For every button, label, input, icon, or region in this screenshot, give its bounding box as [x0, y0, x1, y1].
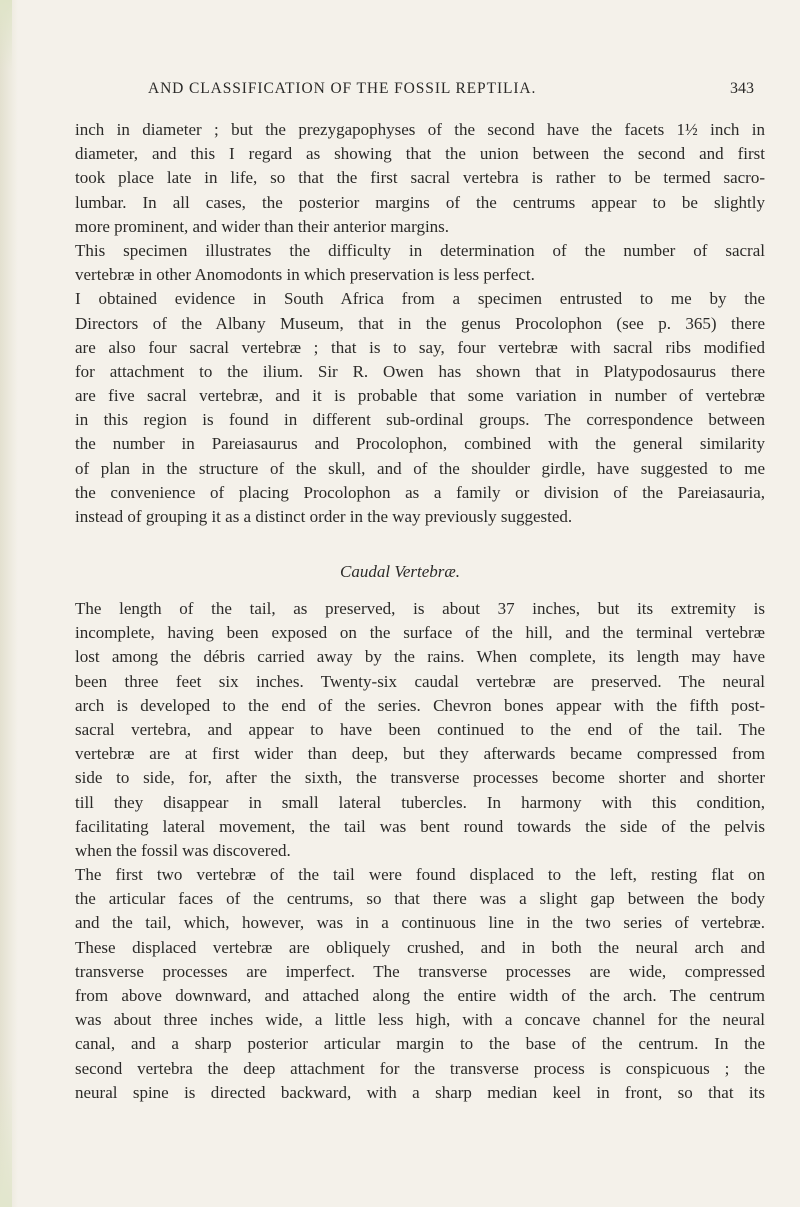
text-block-upper: [75, 118, 765, 529]
text-line: Directors of the Albany Museum, that in the genus Procolophon (see p. 365) there: [75, 313, 765, 333]
page-edge-shadow: [0, 0, 18, 1207]
text-line: more prominent, and wider than their anterior margins.: [75, 216, 450, 236]
text-line: are five sacral vertebræ, and it is probable that some variation in number of vertebræ: [75, 386, 765, 406]
text-line: when the fossil was discovered.: [75, 840, 291, 860]
page-edge-stain-top: [0, 0, 12, 70]
page-number: 343: [730, 80, 754, 97]
text-line: The length of the tail, as preserved, is about 37 inches, but its extremity is: [75, 599, 765, 618]
text-line: arch is developed to the end of the series. Chevron bones appear with the fifth post-: [75, 695, 765, 715]
section-heading: Caudal Vertebræ.: [340, 562, 460, 581]
text-line: the articular faces of the centrums, so that there was a slight gap between the body: [75, 889, 765, 909]
text-line: second vertebra the deep attachment for the transverse process is conspicuous ; the: [75, 1058, 765, 1078]
text-line: from above downward, and attached along the entire width of the arch. The centrum: [75, 986, 765, 1005]
text-line: vertebræ are at first wider than deep, but they afterwards became compressed from: [75, 744, 765, 764]
text-line: the convenience of placing Procolophon as a family or division of the Pareiasauria,: [75, 482, 765, 502]
text-line: are also four sacral vertebræ ; that is to say, four vertebræ with sacral ribs modified: [75, 337, 765, 357]
text-line: of plan in the structure of the skull, and of the shoulder girdle, have suggested to me: [75, 458, 765, 478]
text-line: lost among the débris carried away by the rains. When complete, its length may have: [75, 647, 765, 667]
text-line: transverse processes are imperfect. The transverse processes are wide, compressed: [75, 961, 765, 981]
text-line: side to side, for, after the sixth, the transverse processes become shorter and shorter: [75, 768, 765, 788]
text-line: inch in diameter ; but the prezygapophyses of the second have the facets 1½ inch in: [75, 120, 765, 139]
text-line: been three feet six inches. Twenty-six caudal vertebræ are preserved. The neural: [75, 671, 765, 691]
text-line: incomplete, having been exposed on the surface of the hill, and the terminal vertebræ: [75, 623, 765, 643]
text-line: took place late in life, so that the first sacral vertebra is rather to be termed sacro-: [75, 168, 765, 188]
text-line: lumbar. In all cases, the posterior margins of the centrums appear to be slightly: [75, 192, 765, 212]
text-line: was about three inches wide, a little less high, with a concave channel for the neural: [75, 1010, 765, 1030]
text-line: facilitating lateral movement, the tail was bent round towards the side of the pelvis: [75, 816, 765, 836]
text-line: and the tail, which, however, was in a continuous line in the two series of vertebræ.: [75, 913, 765, 933]
text-line: till they disappear in small lateral tubercles. In harmony with this condition,: [75, 792, 765, 812]
text-line: neural spine is directed backward, with a sharp median keel in front, so that its: [75, 1082, 765, 1102]
text-line: instead of grouping it as a distinct order in the way previously suggested.: [75, 507, 573, 526]
text-line: These displaced vertebræ are obliquely crushed, and in both the neural arch and: [75, 937, 765, 957]
text-line: vertebræ in other Anomodonts in which preservation is less perfect.: [75, 265, 535, 285]
text-line: This specimen illustrates the difficulty in determination of the number of sacral: [75, 240, 765, 260]
running-head: AND CLASSIFICATION OF THE FOSSIL REPTILIA.: [148, 80, 537, 97]
text-line: diameter, and this I regard as showing that the union between the second and first: [75, 144, 765, 164]
text-line: in this region is found in different sub-ordinal groups. The correspondence between: [75, 410, 765, 430]
text-line: for attachment to the ilium. Sir R. Owen has shown that in Platypodosaurus there: [75, 361, 765, 381]
text-line: the number in Pareiasaurus and Procolophon, combined with the general similarity: [75, 434, 765, 454]
page-edge-stain-bottom: [0, 1067, 12, 1207]
text-line: sacral vertebra, and appear to have been continued to the end of the tail. The: [75, 719, 765, 739]
text-line: I obtained evidence in South Africa from a specimen entrusted to me by the: [75, 289, 765, 309]
text-line: canal, and a sharp posterior articular margin to the base of the centrum. In the: [75, 1034, 765, 1054]
text-block-lower: [75, 597, 765, 1105]
text-line: The first two vertebræ of the tail were found displaced to the left, resting flat on: [75, 865, 765, 885]
